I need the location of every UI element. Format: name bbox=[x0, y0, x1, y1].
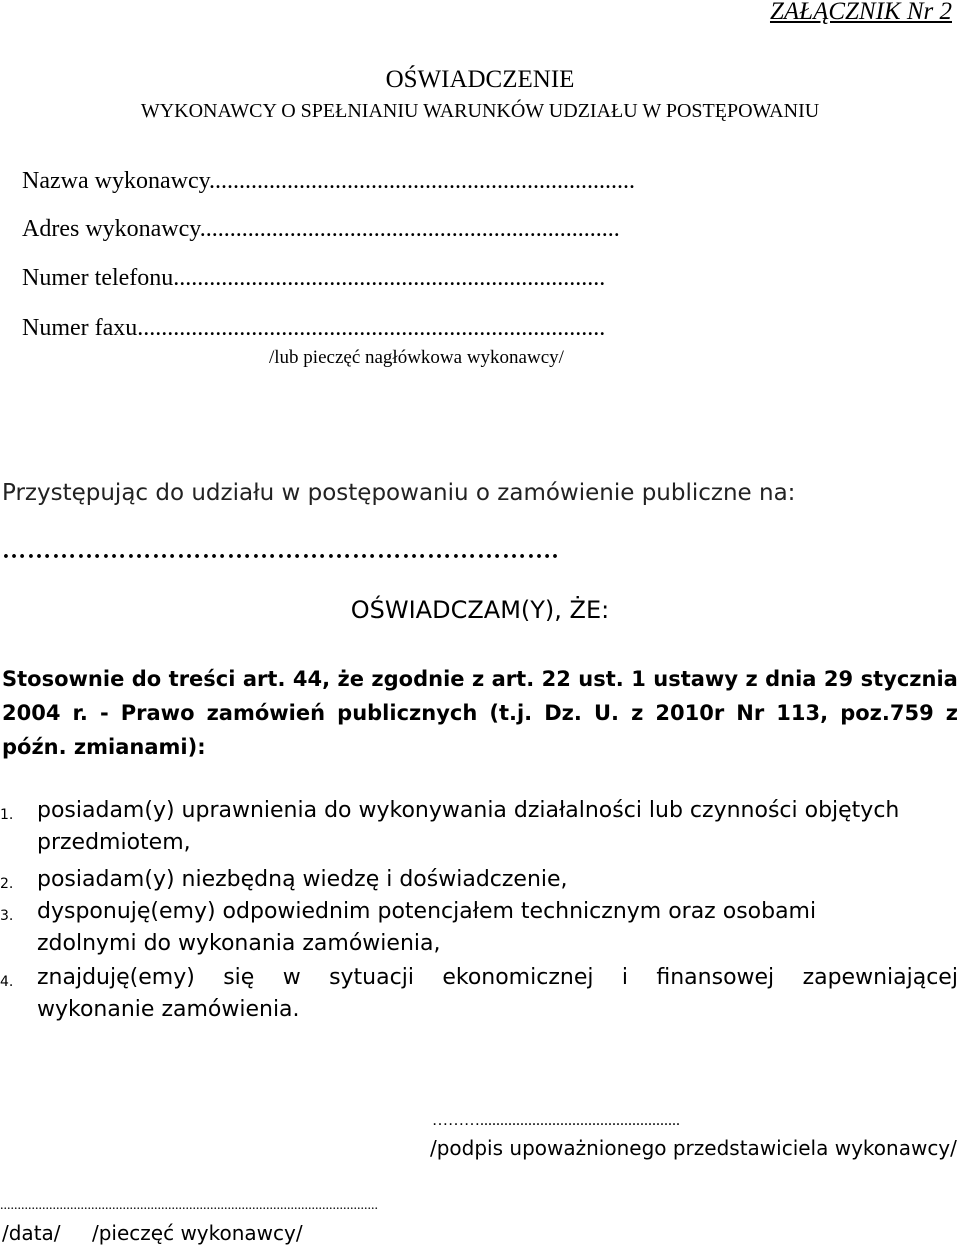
list-item-text: przedmiotem, bbox=[37, 830, 191, 855]
list-item-text: posiadam(y) uprawnienia do wykonywania działalności lub czynności objętych bbox=[37, 798, 900, 823]
procurement-name-dotline: …………………………………………………………. bbox=[2, 538, 559, 564]
list-item-number: 3. bbox=[0, 908, 14, 924]
document-title: OŚWIADCZENIE bbox=[385, 66, 575, 93]
header-stamp-note: /lub pieczęć nagłówkowa wykonawcy/ bbox=[269, 347, 564, 368]
contractor-fax-field: Numer faxu.............................................................................. bbox=[22, 315, 606, 341]
legal-line: Stosownie do treści art. 44, że zgodnie z art. 22 ust. 1 ustawy z dnia 29 stycznia bbox=[2, 667, 958, 691]
list-item-text: dysponuję(emy) odpowiednim potencjałem technicznym oraz osobami bbox=[37, 899, 817, 924]
list-item-text: posiadam(y) niezbędną wiedzę i doświadczenie, bbox=[37, 867, 568, 892]
list-item-number: 2. bbox=[0, 876, 14, 892]
declaration-heading: OŚWIADCZAM(Y), ŻE: bbox=[350, 596, 610, 624]
contractor-phone-field: Numer telefonu........................................................................ bbox=[22, 265, 606, 291]
legal-basis-paragraph bbox=[2, 662, 958, 764]
list-item-number: 4. bbox=[0, 974, 14, 990]
signature-dotline: ……….................................................. bbox=[432, 1112, 680, 1129]
list-item-text: znajduję(emy) się w sytuacji ekonomicznej i finansowej zapewniającej bbox=[37, 965, 958, 990]
legal-line: 2004 r. - Prawo zamówień publicznych (t.j. Dz. U. z 2010r Nr 113, poz.759 z bbox=[2, 701, 958, 725]
list-item-text: wykonanie zamówienia. bbox=[37, 997, 300, 1022]
list-item-text: zdolnymi do wykonania zamówienia, bbox=[37, 931, 441, 956]
intro-text: Przystępując do udziału w postępowaniu o zamówienie publiczne na: bbox=[2, 480, 796, 506]
date-label: /data/ bbox=[2, 1221, 61, 1245]
list-item-number: 1. bbox=[0, 807, 14, 823]
annex-label: ZAŁĄCZNIK Nr 2 bbox=[769, 0, 952, 25]
contractor-address-field: Adres wykonawcy...................................................................... bbox=[22, 216, 620, 242]
legal-line: późn. zmianami): bbox=[2, 735, 206, 759]
signature-label: /podpis upoważnionego przedstawiciela wykonawcy/ bbox=[430, 1136, 957, 1160]
contractor-name-field: Nazwa wykonawcy....................................................................... bbox=[22, 168, 636, 194]
document-subtitle: WYKONAWCY O SPEŁNIANIU WARUNKÓW UDZIAŁU W POSTĘPOWANIU bbox=[140, 100, 820, 122]
stamp-label: /pieczęć wykonawcy/ bbox=[92, 1221, 303, 1245]
date-stamp-dotline: ............................................................................................................ bbox=[0, 1198, 378, 1213]
